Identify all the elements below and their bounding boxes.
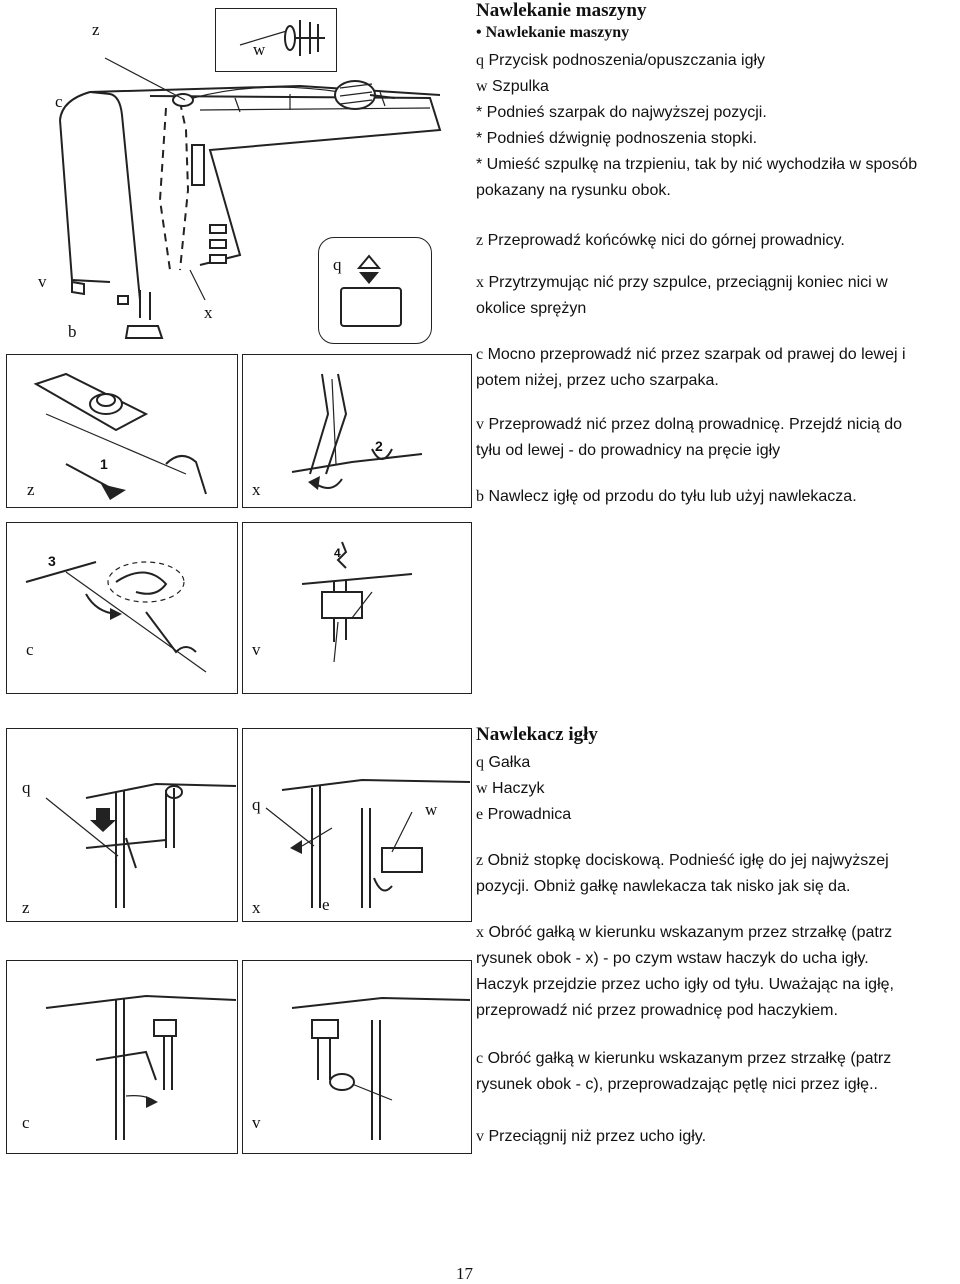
threader-step-z	[476, 848, 956, 900]
part-text: Przycisk podnoszenia/opuszczania igły	[488, 52, 766, 69]
part-mark: q	[476, 52, 484, 69]
step-line: Haczyk przejdzie przez ucho igły od tyłu. Uważając na igłę,	[476, 976, 894, 993]
label-detail2-x: x	[252, 480, 261, 499]
detail-2-drawing	[242, 354, 470, 506]
step-line: Nawlecz igłę od przodu do tyłu lub użyj nawlekacza.	[488, 488, 857, 505]
threading-title: Nawlekanie maszyny	[476, 0, 647, 21]
detail-4-drawing	[242, 522, 470, 692]
label-thr1-q: q	[22, 778, 31, 797]
part-text: Szpulka	[492, 78, 549, 95]
label-detail2-num: 2	[375, 438, 383, 454]
page-number: 17	[456, 1264, 473, 1283]
threader-step-c	[476, 1046, 956, 1098]
label-thr2-w: w	[425, 800, 438, 819]
label-main-w: w	[253, 40, 266, 59]
part-mark: w	[476, 780, 488, 797]
step-mark: c	[476, 1050, 484, 1067]
step-line: Przeciągnij niż przez ucho igły.	[488, 1128, 707, 1145]
step-mark: x	[476, 274, 484, 291]
label-thr2-e: e	[322, 895, 330, 914]
step-line: Obróć gałką w kierunku wskazanym przez strzałkę (patrz	[488, 924, 893, 941]
label-detail3-num: 3	[48, 553, 56, 569]
threader-3-drawing	[6, 960, 236, 1152]
step-line: Przytrzymując nić przy szpulce, przeciągnij koniec nici w	[488, 274, 888, 291]
threader-title: Nawlekacz igły	[476, 724, 598, 745]
part-text: Prowadnica	[487, 806, 572, 823]
label-main-v: v	[38, 272, 47, 291]
threading-note: pokazany na rysunku obok.	[476, 182, 671, 199]
step-mark: z	[476, 232, 484, 249]
step-line: Obróć gałką w kierunku wskazanym przez strzałkę (patrz	[487, 1050, 892, 1067]
threading-step-z	[476, 228, 956, 254]
threading-part-w	[476, 74, 956, 100]
step-mark: z	[476, 852, 484, 869]
threader-step-v	[476, 1124, 956, 1150]
step-mark: v	[476, 416, 484, 433]
step-line: przeprowadź nić przez prowadnicę pod haczykiem.	[476, 1002, 838, 1019]
threading-step-c	[476, 342, 956, 394]
step-mark: x	[476, 924, 484, 941]
threading-note: * Umieść szpulkę na trzpieniu, tak by nić wychodziła w sposób	[476, 156, 918, 173]
threading-note: * Podnieś szarpak do najwyższej pozycji.	[476, 104, 767, 121]
step-line: rysunek obok - x) - po czym wstaw haczyk do ucha igły.	[476, 950, 869, 967]
label-detail1-z: z	[27, 480, 35, 499]
label-main-c: c	[55, 92, 63, 111]
label-main-b: b	[68, 322, 77, 341]
threading-part-q	[476, 48, 956, 74]
threading-subtitle: • Nawlekanie maszyny	[476, 24, 630, 41]
part-mark: q	[476, 754, 484, 771]
part-mark: e	[476, 806, 484, 823]
threader-4-drawing	[242, 960, 470, 1152]
label-thr2-q: q	[252, 795, 261, 814]
threading-note: * Podnieś dźwignię podnoszenia stopki.	[476, 130, 758, 147]
part-text: Haczyk	[492, 780, 545, 797]
threader-2-drawing	[242, 728, 470, 920]
threader-part-w	[476, 776, 956, 802]
detail-3-drawing	[6, 522, 236, 692]
threader-1-drawing	[6, 728, 236, 920]
label-detail4-num: 4	[334, 546, 341, 560]
step-line: pozycji. Obniż gałkę nawlekacza tak nisko jak się da.	[476, 878, 851, 895]
threader-step-x	[476, 920, 956, 1024]
part-text: Gałka	[488, 754, 531, 771]
label-detail3-c: c	[26, 640, 34, 659]
step-mark: b	[476, 488, 484, 505]
label-button-q: q	[333, 255, 342, 274]
step-mark: v	[476, 1128, 484, 1145]
label-thr4-v: v	[252, 1113, 261, 1132]
step-mark: c	[476, 346, 484, 363]
threading-step-x	[476, 270, 956, 322]
threading-step-b	[476, 484, 956, 510]
label-thr1-z: z	[22, 898, 30, 917]
step-line: Mocno przeprowadź nić przez szarpak od prawej do lewej i	[487, 346, 906, 363]
detail-1-drawing	[6, 354, 236, 506]
step-line: Przeprowadź końcówkę nici do górnej prowadnicy.	[487, 232, 845, 249]
step-line: Przeprowadź nić przez dolną prowadnicę. Przejdź nicią do	[488, 416, 902, 433]
part-mark: w	[476, 78, 488, 95]
step-line: potem niżej, przez ucho szarpaka.	[476, 372, 719, 389]
label-thr2-x: x	[252, 898, 261, 917]
label-main-z: z	[92, 20, 100, 39]
step-line: okolice sprężyn	[476, 300, 587, 317]
label-thr3-c: c	[22, 1113, 30, 1132]
threading-step-v	[476, 412, 956, 464]
step-line: Obniż stopkę dociskową. Podnieść igłę do jej najwyższej	[487, 852, 889, 869]
step-line: tyłu od lewej - do prowadnicy na pręcie igły	[476, 442, 781, 459]
label-detail4-v: v	[252, 640, 261, 659]
step-line: rysunek obok - c), przeprowadzając pętlę nici przez igłę..	[476, 1076, 878, 1093]
threader-part-q	[476, 750, 956, 776]
threader-part-e	[476, 802, 956, 828]
label-detail1-num: 1	[100, 456, 108, 472]
needle-button-inset	[318, 237, 432, 344]
label-main-x: x	[204, 303, 213, 322]
